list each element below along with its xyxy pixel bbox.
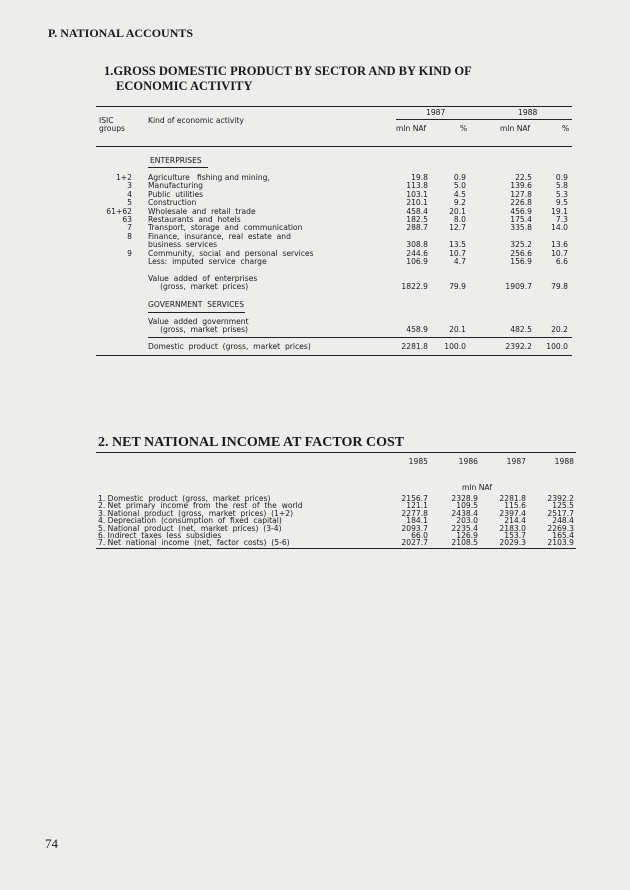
pct-1987: 13.5 — [449, 240, 466, 250]
cell: 482.5 — [510, 325, 532, 334]
value-cell: 2328.9 — [451, 494, 478, 503]
cell: 1909.7 — [505, 282, 532, 291]
value-1988: 156.9 — [510, 257, 532, 266]
table2-unit: mln NAf — [462, 483, 493, 492]
pct-1987: 5.0 — [453, 181, 466, 191]
value-1987: 210.1 — [406, 198, 428, 208]
isic-code: 8 — [127, 231, 132, 241]
col-header-isic: ISIC — [99, 116, 114, 125]
pct-1987: 9.2 — [453, 198, 466, 208]
cell: 20.1 — [449, 325, 466, 334]
cell: 79.8 — [551, 282, 568, 291]
pct-1988: 9.5 — [555, 198, 568, 208]
value-cell: 125.5 — [552, 501, 574, 511]
value-1988: 22.5 — [515, 173, 532, 182]
value-cell: 109.5 — [456, 501, 478, 511]
section-header: P. NATIONAL ACCOUNTS — [48, 26, 194, 40]
table1-title-line2: ECONOMIC ACTIVITY — [116, 79, 253, 93]
value-1987: 103.1 — [406, 189, 428, 199]
activity-label: Manufacturing — [148, 181, 203, 191]
activity-label: Agriculture fishing and mining, — [148, 173, 270, 182]
isic-code: 61+62 — [106, 206, 132, 216]
value-cell: 121.1 — [406, 501, 428, 511]
value-1988: 127.8 — [510, 189, 532, 199]
isic-code: 4 — [127, 189, 132, 199]
value-cell: 2156.7 — [401, 494, 428, 503]
activity-label: Transport, storage and communication — [148, 223, 303, 233]
pct-1987: 4.5 — [453, 189, 466, 199]
value-cell: 2392.2 — [547, 494, 574, 503]
va-enterprises-label: Value added of enterprises (gross, market prices) — [148, 274, 258, 292]
value-1988: 456.9 — [510, 206, 532, 216]
activity-label: Public utilities — [148, 189, 204, 199]
cell: 1822.9 — [401, 282, 428, 291]
value-cell: 2027.7 — [401, 538, 428, 548]
value-cell: 66.0 — [411, 531, 428, 540]
value-1988: 325.2 — [510, 240, 532, 250]
isic-code: 1+2 — [115, 173, 132, 182]
value-cell: 2277.8 — [401, 508, 428, 518]
cell: 458.9 — [406, 325, 428, 334]
activity-label: Construction — [148, 198, 197, 208]
value-1987: 308.8 — [406, 240, 428, 250]
year-header: 1988 — [518, 108, 538, 117]
cell: 2392.2 — [505, 342, 532, 351]
row-label: 6. Indirect taxes less subsidies — [98, 531, 222, 540]
value-1987: 288.7 — [406, 223, 428, 233]
value-cell: 2108.5 — [451, 538, 478, 548]
value-cell: 153.7 — [504, 531, 526, 540]
value-cell: 165.4 — [552, 531, 574, 540]
value-cell: 203.0 — [456, 516, 478, 526]
value-1987: 458.4 — [406, 206, 428, 216]
pct-1987: 12.7 — [449, 223, 466, 233]
isic-code: 5 — [127, 198, 132, 208]
value-cell: 126.9 — [456, 531, 478, 540]
value-cell: 2397.4 — [499, 508, 526, 518]
value-cell: 2281.8 — [499, 494, 526, 503]
isic-code: 7 — [127, 223, 132, 233]
table1-title — [104, 64, 472, 94]
col-header-pct: % — [460, 124, 468, 133]
pct-1988: 13.6 — [551, 240, 568, 250]
value-1988: 335.8 — [510, 223, 532, 233]
pct-1988: 5.3 — [555, 189, 568, 199]
activity-label: Wholesale and retail trade — [148, 206, 256, 216]
pct-1987: 10.7 — [449, 248, 466, 258]
pct-1988: 14.0 — [551, 223, 568, 233]
value-cell: 2438.4 — [451, 508, 478, 518]
activity-label: Finance, insurance, real estate and — [148, 231, 291, 241]
pct-1988: 19.1 — [551, 206, 568, 216]
value-1987: 113.8 — [406, 181, 428, 191]
value-cell: 115.6 — [504, 501, 526, 511]
row-label: 1. Domestic product (gross, market prices) — [98, 494, 271, 503]
value-1987: 182.5 — [406, 215, 428, 224]
table1-title-line1: 1.GROSS DOMESTIC PRODUCT BY SECTOR AND BY KIND OF — [104, 64, 472, 78]
value-cell: 2235.4 — [451, 523, 478, 533]
value-cell: 2093.7 — [401, 523, 428, 533]
pct-1987: 4.7 — [453, 257, 466, 266]
page-number: 74 — [45, 836, 58, 851]
value-cell: 2517.7 — [547, 508, 574, 518]
value-1987: 244.6 — [406, 248, 428, 258]
government-heading: GOVERNMENT SERVICES — [148, 300, 245, 309]
table2-title: 2. NET NATIONAL INCOME AT FACTOR COST — [98, 435, 405, 450]
pct-1988: 0.9 — [555, 173, 568, 182]
value-1987: 19.8 — [411, 173, 428, 182]
year-header: 1988 — [554, 457, 574, 466]
activity-label: Community, social and personal services — [148, 248, 314, 258]
cell: 2281.8 — [401, 342, 428, 351]
value-1987: 106.9 — [406, 257, 428, 266]
enterprises-heading: ENTERPRISES — [150, 156, 202, 165]
domestic-product-label: Domestic product (gross, market prices) — [148, 342, 311, 351]
value-1988: 256.6 — [510, 248, 532, 258]
value-cell: 214.4 — [504, 516, 526, 526]
va-government-label: Value added government (gross, market prises) — [148, 317, 249, 335]
row-label: 5. National product (net, market prices) (3-4) — [98, 523, 282, 533]
year-header: 1987 — [506, 457, 526, 466]
col-header-kind: Kind of economic activity — [148, 116, 244, 125]
cell: 100.0 — [444, 342, 466, 351]
activity-label: Restaurants and hotels — [148, 215, 241, 224]
isic-code: 9 — [127, 248, 132, 258]
col-header-unit: mln NAf — [396, 124, 427, 133]
pct-1988: 10.7 — [551, 248, 568, 258]
value-1988: 175.4 — [510, 215, 532, 224]
col-header-pct: % — [562, 124, 570, 133]
col-header-unit: mln NAf — [500, 124, 531, 133]
isic-code: 63 — [122, 215, 132, 224]
value-1988: 226.8 — [510, 198, 532, 208]
value-cell: 184.1 — [406, 516, 428, 526]
activity-label: business services — [148, 240, 218, 250]
year-header: 1985 — [408, 457, 428, 466]
pct-1987: 20.1 — [449, 206, 466, 216]
row-label: 4. Depreciation (consumption of fixed capital) — [98, 516, 282, 526]
year-header: 1987 — [426, 108, 446, 117]
cell: 79.9 — [449, 282, 466, 291]
value-1988: 139.6 — [510, 181, 532, 191]
row-label: 7. Net national income (net, factor costs) (5-6) — [98, 538, 290, 548]
pct-1988: 7.3 — [555, 215, 568, 224]
pct-1988: 5.8 — [555, 181, 568, 191]
row-label: 2. Net primary income from the rest of the world — [98, 501, 303, 511]
isic-code: 3 — [127, 181, 132, 191]
row-label: 3. National product (gross, market prices) (1+2) — [98, 508, 294, 518]
value-cell: 2269.3 — [547, 523, 574, 533]
col-header-isic: groups — [99, 124, 126, 133]
cell: 20.2 — [551, 325, 568, 334]
pct-1988: 6.6 — [555, 257, 568, 266]
cell: 100.0 — [546, 342, 568, 351]
value-cell: 2183.0 — [499, 523, 526, 533]
value-cell: 248.4 — [552, 516, 574, 526]
value-cell: 2029.3 — [499, 538, 526, 548]
year-header: 1986 — [458, 457, 478, 466]
pct-1987: 0.9 — [453, 173, 466, 182]
activity-label: Less: imputed service charge — [148, 257, 267, 266]
pct-1987: 8.0 — [453, 215, 466, 224]
value-cell: 2103.9 — [547, 538, 574, 548]
